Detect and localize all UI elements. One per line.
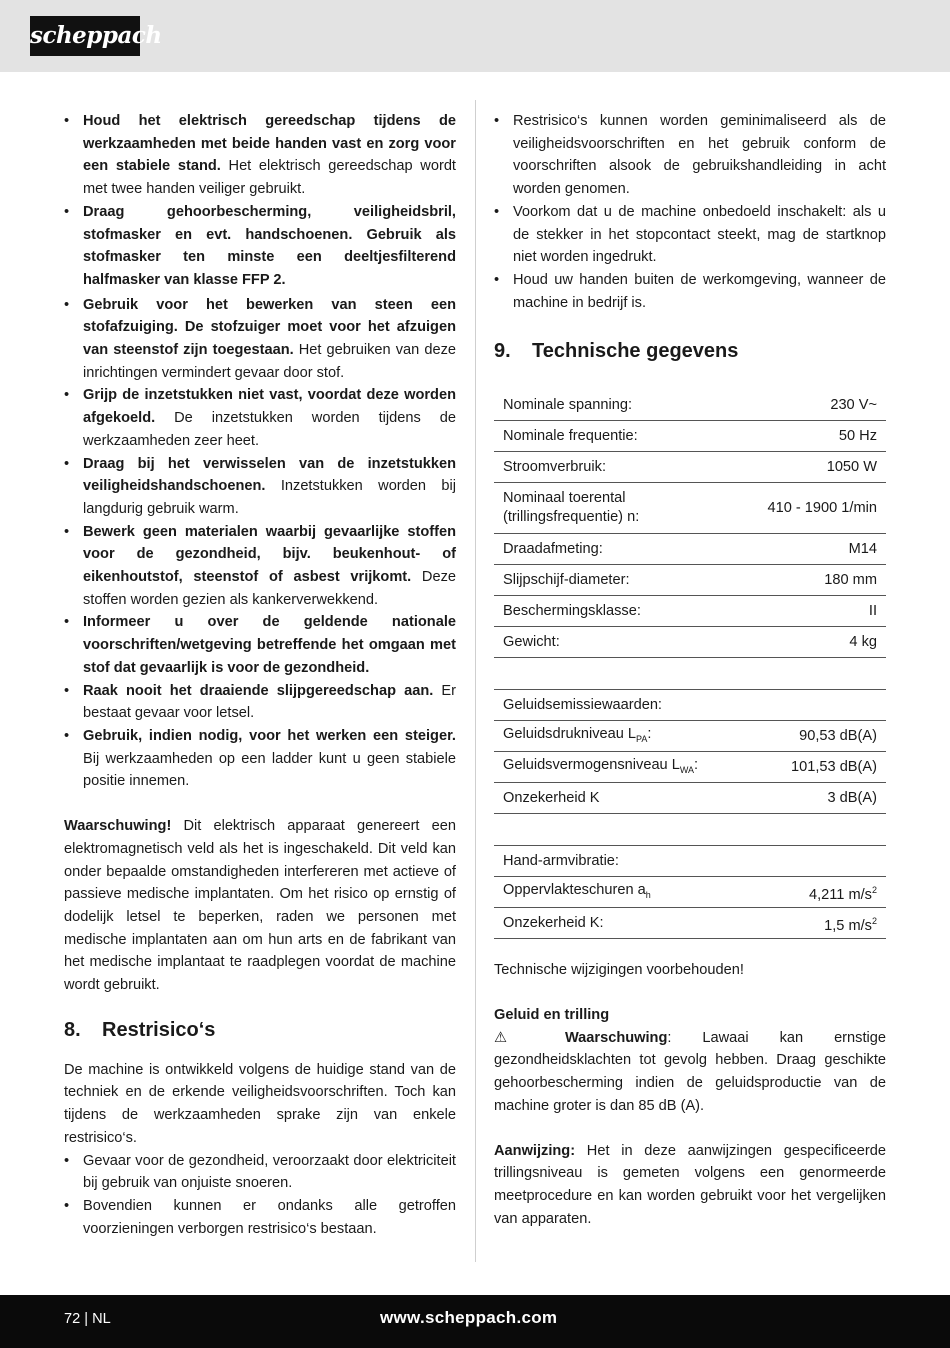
- table-row: Nominale frequentie: 50 Hz: [494, 421, 886, 452]
- page-header: [0, 0, 950, 72]
- vibration-note: Aanwijzing: Het in deze aanwijzingen gespecificeerde trillingsniveau is gemeten volgens een genormeerde meetprocedure en kan worden gebruikt voor het vergelijken van apparaten.: [494, 1142, 886, 1227]
- left-column: [64, 110, 456, 1240]
- specs-table: [494, 390, 886, 658]
- table-row: Nominaal toerental (trillingsfrequentie) n: 410 - 1900 1/min: [494, 483, 886, 534]
- table-row: Draadafmeting: M14: [494, 534, 886, 565]
- table-row: Stroomverbruik: 1050 W: [494, 452, 886, 483]
- list-item: • Draag bij het verwisselen van de inzetstukken veiligheidshandschoenen. Inzetstukken worden bij langdurig gebruik warm.: [64, 453, 456, 521]
- restrisico-continued-list: [494, 110, 886, 314]
- list-item: • Bovendien kunnen er ondanks alle getroffen voorzieningen verborgen restrisico‘s bestaan.: [64, 1195, 456, 1240]
- table-row: Geluidsdrukniveau $L_{PA}$: 90,53 dB(A): [494, 721, 886, 752]
- noise-vibration-title: Geluid en trilling: [494, 1007, 610, 1024]
- website-link[interactable]: www.scheppach.com: [380, 1308, 558, 1327]
- list-item: • Informeer u over de geldende nationale voorschriften/wetgeving betreffende het omgaan met stof dat gevaarlijk is voor de gezondheid.: [64, 611, 456, 679]
- scheppach-logo: scheppach: [30, 16, 140, 56]
- list-item: • Raak nooit het draaiende slijpgereedschap aan. Er bestaat gevaar voor letsel.: [64, 680, 456, 725]
- page-number: 72 | NL: [64, 1311, 111, 1327]
- table-row: Beschermingsklasse: II: [494, 596, 886, 627]
- list-item: • Bewerk geen materialen waarbij gevaarlijke stoffen voor de gezondheid, bijv. beukenhout- of eikenhoutstof, steenstof of asbest vrijkomt. Deze stoffen worden gezien als kankerverwekkend.: [64, 521, 456, 612]
- restrisico-list: [64, 1150, 456, 1241]
- tech-changes-note: Technische wijzigingen voorbehouden!: [494, 962, 744, 979]
- emf-warning: Waarschuwing! Dit elektrisch apparaat genereert een elektromagnetisch veld als het is ingeschakeld. Dit veld kan onder bepaalde omstandigheden interfereren met actieve of passieve medische implantaten. Om het risico op ernstig of dodelijk letsel te beperken, raden we personen met medische implantaten aan om hun arts en de fabrikant van het medische implantaat te raadplegen voordat de machine wordt gebruikt.: [64, 818, 456, 994]
- section-8-intro: De machine is ontwikkeld volgens de huidige stand van de techniek en de erkende veiligheidsvoorschriften. Toch kan tijdens de werkzaamheden sprake zijn van enkele restrisico‘s.: [64, 1061, 456, 1146]
- table-row: Slijpschijf-diameter: 180 mm: [494, 565, 886, 596]
- list-item: • Houd uw handen buiten de werkomgeving, wanneer de machine in bedrijf is.: [494, 269, 886, 314]
- noise-table: [494, 689, 886, 814]
- vibration-table: [494, 845, 886, 939]
- list-item: • Gevaar voor de gezondheid, veroorzaakt door elektriciteit bij gebruik van onjuiste snoeren.: [64, 1150, 456, 1195]
- right-column: [494, 110, 886, 1230]
- list-item: • Gebruik, indien nodig, voor het werken een steiger. Bij werkzaamheden op een ladder kunt u geen stabiele positie innemen.: [64, 725, 456, 793]
- list-item: • Restrisico‘s kunnen worden geminimaliseerd als de veiligheidsvoorschriften en het gebruik conform de voorschriften alsook de gebruikshandleiding in acht worden genomen.: [494, 110, 886, 201]
- table-row: Hand-armvibratie:: [494, 846, 886, 877]
- table-row: Geluidsemissiewaarden:: [494, 690, 886, 721]
- table-row: Oppervlakteschuren $a_h$ 4,211 $m/s^2$: [494, 877, 886, 908]
- safety-list: [64, 110, 456, 793]
- table-row: Onzekerheid K: 1,5 $m/s^2$: [494, 908, 886, 939]
- section-8-heading: 8. Restrisico‘s: [64, 1018, 216, 1041]
- section-9-heading: 9. Technische gegevens: [494, 340, 739, 363]
- table-row: Nominale spanning: 230 V~: [494, 390, 886, 421]
- noise-warning: ⚠ Waarschuwing: Lawaai kan ernstige gezondheidsklachten tot gevolg hebben. Draag geschikte gehoorbescherming indien de geluidsproductie van de machine groter is dan 85 dB (A).: [494, 1029, 886, 1114]
- list-item: • Draag gehoorbescherming, veiligheidsbril, stofmasker en evt. handschoenen. Gebruik als stofmasker ten minste een deeltjesfilterend halfmasker van klasse FFP 2.: [64, 201, 456, 292]
- table-row: Gewicht: 4 kg: [494, 627, 886, 658]
- list-item: • Houd het elektrisch gereedschap tijdens de werkzaamheden met beide handen vast en zorg voor een stabiele stand. Het elektrisch gereedschap wordt met twee handen veiliger gebruikt.: [64, 110, 456, 201]
- column-divider: [475, 100, 476, 1262]
- list-item: • Voorkom dat u de machine onbedoeld inschakelt: als u de stekker in het stopcontact steekt, mag de startknop niet worden ingedrukt.: [494, 201, 886, 269]
- warning-triangle-icon: ⚠: [494, 1029, 534, 1046]
- table-row: Onzekerheid K 3 dB(A): [494, 783, 886, 814]
- list-item: • Grijp de inzetstukken niet vast, voordat deze worden afgekoeld. De inzetstukken worden tijdens de werkzaamheden zeer heet.: [64, 384, 456, 452]
- page-footer: [0, 1295, 950, 1348]
- table-row: Geluidsvermogensniveau $L_{WA}$: 101,53 dB(A): [494, 752, 886, 783]
- list-item: • Gebruik voor het bewerken van steen een stofafzuiging. De stofzuiger moet voor het afzuigen van steenstof zijn toegestaan. Het gebruiken van deze inrichtingen vermindert gevaar door stof.: [64, 294, 456, 385]
